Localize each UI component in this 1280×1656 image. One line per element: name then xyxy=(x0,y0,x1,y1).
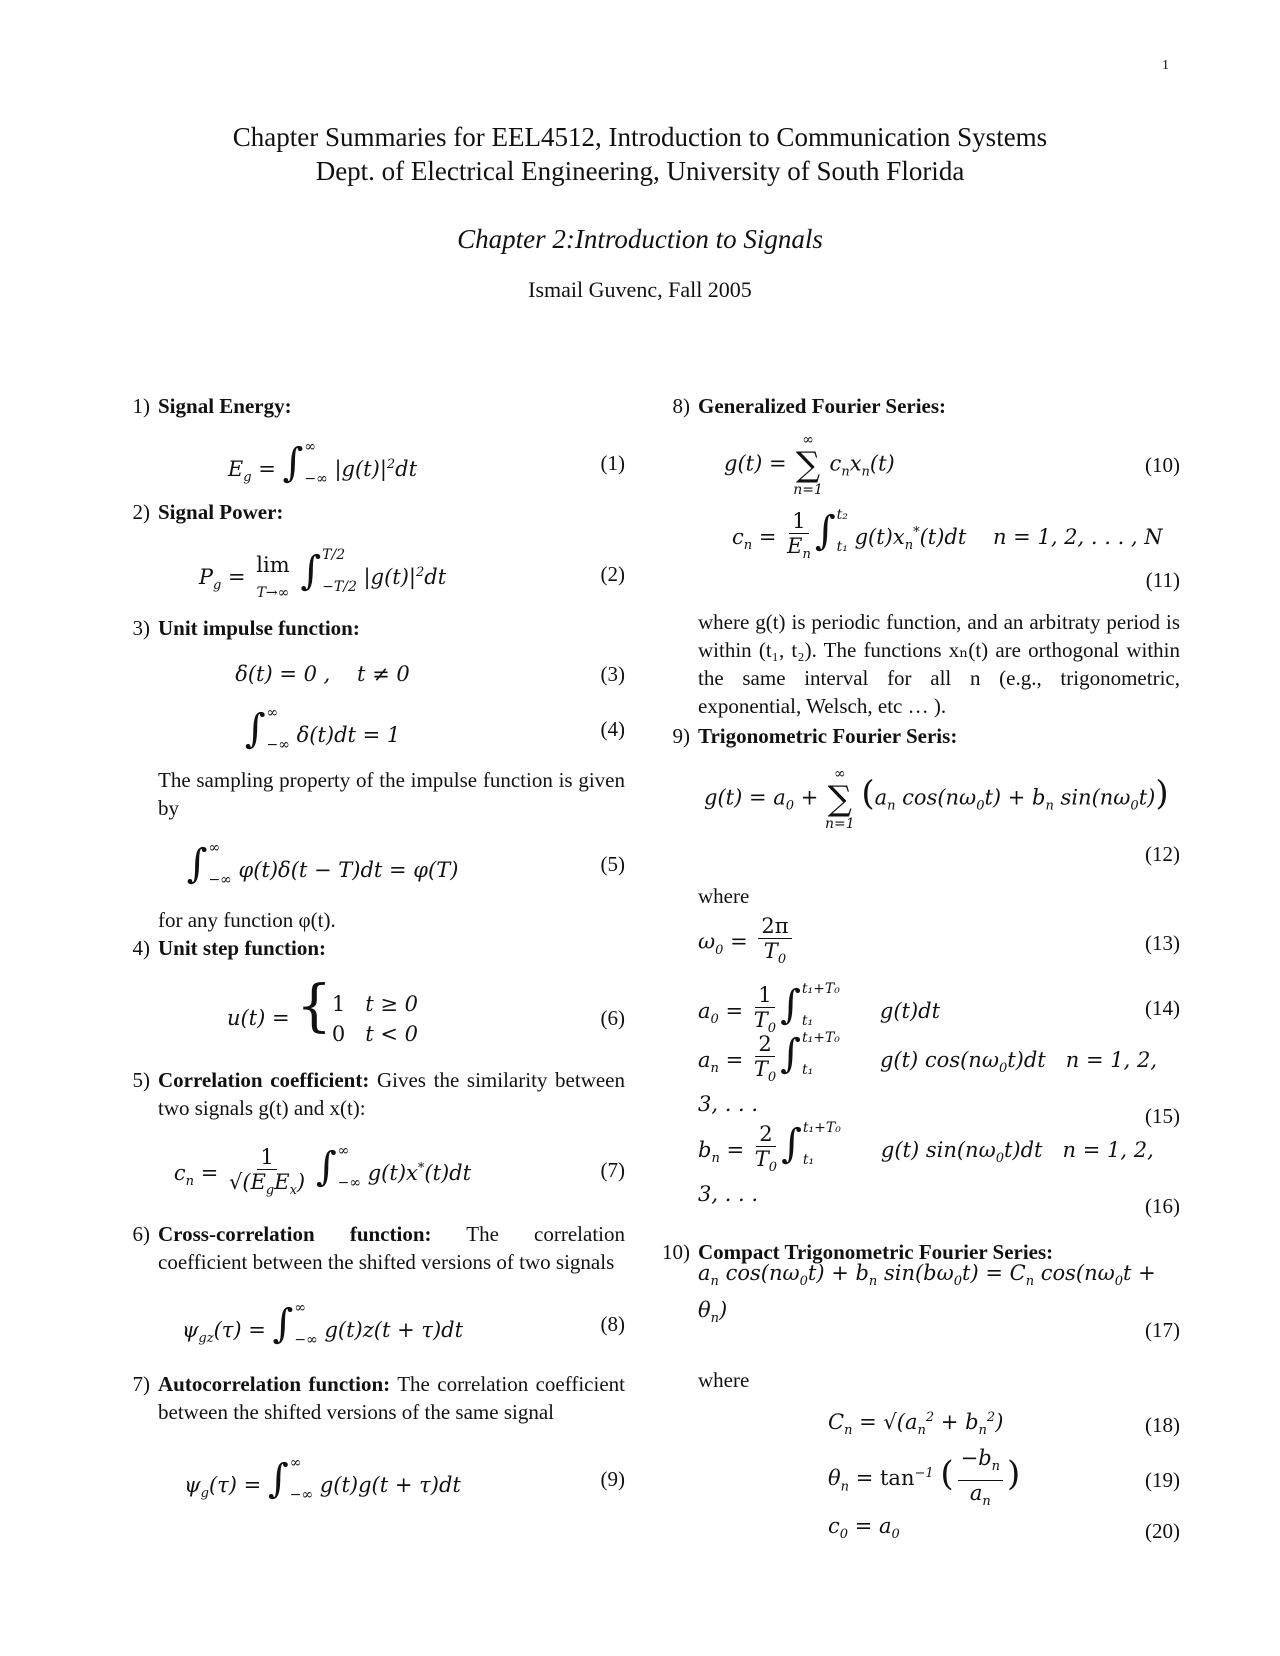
section-signal-energy xyxy=(120,392,625,420)
section-title: Unit impulse function: xyxy=(158,616,360,640)
section-number: 1) xyxy=(132,394,150,418)
page-number: 1 xyxy=(1162,58,1169,73)
section-unit-step xyxy=(120,934,625,962)
equation-number: (8) xyxy=(600,1312,625,1336)
document-header xyxy=(0,120,1280,303)
equation-16: $b_n$ = $\frac{2}{T_0}$ ∫ t₁+T₀ t₁ g(t) $\sin(n\omega_0t)dt$ n = 1, 2, 3, . . . xyxy=(698,1119,1154,1207)
equation-number-12: (12) xyxy=(1145,842,1180,866)
equation-13: $\omega_0$ = $\frac{2\pi}{T_0}$ (13) xyxy=(698,913,1180,968)
where-text-2: where xyxy=(698,1368,750,1392)
section-text: The correlation coefficient between the shifted versions of two signals xyxy=(158,1222,625,1274)
equation-number: (14) xyxy=(1145,996,1180,1020)
section-text: The correlation coefficient between the shifted versions of the same signal xyxy=(158,1372,625,1424)
equation-number: (9) xyxy=(600,1467,625,1491)
equation-number: (18) xyxy=(1145,1413,1180,1437)
section-number: 4) xyxy=(132,936,150,960)
section-autocorrelation xyxy=(120,1370,625,1426)
equation-11: $c_n$ = $\frac{1}{E_n}$ ∫ t₂ t₁ $g(t)x_n^*(t)dt$ n = 1, 2, . . . , N xyxy=(732,506,1163,563)
equation-6: u(t) = {1 t ≥ 0 0 t < 0 (6) xyxy=(226,973,625,1047)
title-line-1: Chapter Summaries for EEL4512, Introduction to Communication Systems xyxy=(232,122,1048,152)
equation-2: $P_g$ = lim T→∞ ∫ T/2 −T/2 $|g(t)|^2dt$ (2) xyxy=(198,547,625,601)
equation-number-15: (15) xyxy=(1145,1104,1180,1128)
equation-10: g(t) = ∞ ∑ n=1 $c_nx_n(t)$ (10) xyxy=(724,432,1180,498)
section-number: 5) xyxy=(132,1068,150,1092)
equation-number: (4) xyxy=(600,717,625,741)
section-number: 9) xyxy=(672,724,690,748)
section-title: Correlation coefficient: xyxy=(158,1068,370,1092)
equation-14: $a_0$ = $\frac{1}{T_0}$ ∫ t₁+T₀ t₁ g(t)dt (14) xyxy=(698,980,1180,1037)
title-line-2: Dept. of Electrical Engineering, University of South Florida xyxy=(315,156,965,186)
equation-7: $c_n$ = $\frac{1}{√(E_gE_x)}$ ∫ ∞ −∞ g(t)x*(t)dt (7) xyxy=(173,1142,625,1199)
impulse-after-text: for any function φ(t). xyxy=(158,908,336,932)
chapter-title: Chapter 2:Introduction to Signals xyxy=(457,224,823,254)
equation-9: $\psi_g(\tau)$ = ∫ ∞ −∞ g(t)g(t + τ)dt (9) xyxy=(184,1455,625,1503)
equation-number-17: (17) xyxy=(1145,1318,1180,1342)
section-title: Generalized Fourier Series: xyxy=(698,394,947,418)
right-column xyxy=(660,392,1180,1552)
section-title: Cross-correlation function: xyxy=(158,1222,432,1246)
equation-15: $a_n$ = $\frac{2}{T_0}$ ∫ t₁+T₀ t₁ g(t) $\cos(n\omega_0t)dt$ n = 1, 2, 3, . . . xyxy=(698,1029,1157,1117)
impulse-sampling-text: The sampling property of the impulse function is given by xyxy=(158,768,625,820)
section-generalized-fourier xyxy=(660,392,1180,420)
equation-1: $E_g$ = ∫ ∞ −∞ $|g(t)|^2dt$ (1) xyxy=(227,439,625,487)
equation-number-16: (16) xyxy=(1145,1194,1180,1218)
section-number: 8) xyxy=(672,394,690,418)
equation-8: $\psi_{gz}(\tau)$ = ∫ ∞ −∞ g(t)z(t + τ)dt (8) xyxy=(181,1300,625,1348)
section-title: Signal Energy: xyxy=(158,394,292,418)
where-text-1: where xyxy=(698,884,750,908)
equation-12: $g(t) = a_0$ + ∞ ∑ n=1 ($a_n$ $\cos(n\omega_0t) + b_n$ $\sin(n\omega_0t)$) xyxy=(704,766,1169,832)
section-title: Autocorrelation function: xyxy=(158,1372,391,1396)
section-number: 2) xyxy=(132,500,150,524)
equation-number: (2) xyxy=(600,562,625,586)
section-number: 7) xyxy=(132,1372,150,1396)
section-title: Unit step function: xyxy=(158,936,327,960)
section-correlation-coefficient xyxy=(120,1066,625,1122)
section-title: Compact Trigonometric Fourier Series: xyxy=(698,1240,1054,1264)
section-title: Trigonometric Fourier Seris: xyxy=(698,724,958,748)
equation-5: ∫ ∞ −∞ φ(t)δ(t − T)dt = φ(T) (5) xyxy=(186,840,625,888)
equation-3: δ(t) = 0 , t ≠ 0 (3) xyxy=(235,662,625,686)
section-text: Gives the similarity between two signals g(t) and x(t): xyxy=(158,1068,625,1120)
section-unit-impulse xyxy=(120,614,625,642)
equation-4: ∫ ∞ −∞ δ(t)dt = 1 (4) xyxy=(244,705,625,753)
equation-number: (20) xyxy=(1145,1519,1180,1543)
equation-number: (6) xyxy=(600,1006,625,1030)
equation-19: $\theta_n = \tan^{-1}$ ( $\frac{-b_n}{a_n}$ ) (19) xyxy=(828,1446,1180,1509)
equation-number: (19) xyxy=(1145,1468,1180,1492)
author-line: Ismail Guvenc, Fall 2005 xyxy=(528,277,752,302)
left-column xyxy=(120,392,625,1524)
equation-number: (3) xyxy=(600,662,625,686)
equation-18: $C_n = √(a_n^2 + b_n^2)$ (18) xyxy=(828,1410,1180,1439)
generalized-fourier-text: where g(t) is periodic function, and an arbitraty period is within (t₁, t₂). The functions xₙ(t) are orthogonal within the same interval for all n (e.g., trigonometric, exponential, Welsch, etc … ). xyxy=(698,610,1180,718)
equation-number: (1) xyxy=(600,451,625,475)
section-title: Signal Power: xyxy=(158,500,284,524)
section-cross-correlation xyxy=(120,1220,625,1276)
equation-number: (5) xyxy=(600,852,625,876)
equation-17: $a_n$ $\cos(n\omega_0t) + b_n$ $\sin(b\omega_0t) = C_n$ $\cos(n\omega_0t + \theta_n)$ xyxy=(698,1260,1156,1327)
equation-number-11: (11) xyxy=(1145,568,1180,592)
equation-number: (13) xyxy=(1145,931,1180,955)
section-number: 3) xyxy=(132,616,150,640)
equation-20: $c_0 = a_0$ (20) xyxy=(828,1514,1180,1543)
section-signal-power xyxy=(120,498,625,526)
equation-number: (7) xyxy=(600,1158,625,1182)
section-number: 10) xyxy=(662,1240,690,1264)
section-number: 6) xyxy=(132,1222,150,1246)
section-trigonometric-fourier xyxy=(660,722,1180,750)
equation-number: (10) xyxy=(1145,453,1180,477)
